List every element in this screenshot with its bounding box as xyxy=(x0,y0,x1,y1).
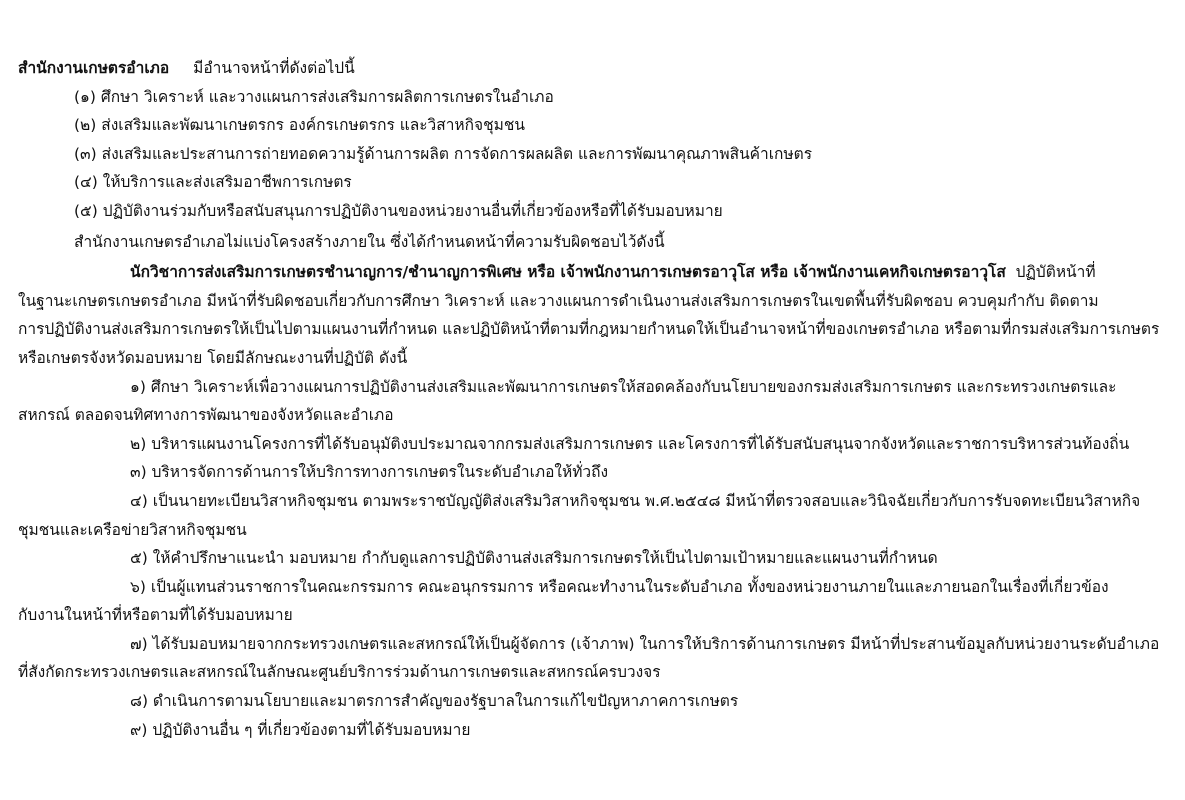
office-title-suffix: มีอำนาจหน้าที่ดังต่อไปนี้ xyxy=(193,59,355,77)
position-desc-line-1: ในฐานะเกษตรเกษตรอำเภอ มีหน้าที่รับผิดชอบเกี่ยวกับการศึกษา วิเคราะห์ และวางแผนการดำเนินงานส่งเสริมการเกษตรในเขตพื้นที่รับผิดชอบ ควบคุมกำกับ ติดตาม xyxy=(18,291,1099,310)
document-page xyxy=(18,54,1168,744)
intro-item-3: (๓) ส่งเสริมและประสานการถ่ายทอดความรู้ด้านการผลิต การจัดการผลผลิต และการพัฒนาคุณภาพสินค้าเกษตร xyxy=(74,144,813,163)
intro-item-5: (๕) ปฏิบัติงานร่วมกับหรือสนับสนุนการปฏิบัติงานของหน่วยงานอื่นที่เกี่ยวข้องหรือที่ได้รับมอบหมาย xyxy=(74,201,723,220)
position-title: นักวิชาการส่งเสริมการเกษตรชำนาญการ/ชำนาญการพิเศษ หรือ เจ้าพนักงานการเกษตรอาวุโส หรือ เจ้าพนักงานเคหกิจเกษตรอาวุโส xyxy=(130,263,1006,282)
duty-6-cont: กับงานในหน้าที่หรือตามที่ได้รับมอบหมาย xyxy=(18,606,293,625)
duty-1: ๑) ศึกษา วิเคราะห์เพื่อวางแผนการปฏิบัติงานส่งเสริมและพัฒนาการเกษตรให้สอดคล้องกับนโยบายของกรมส่งเสริมการเกษตร และกระทรวงเกษตรและ xyxy=(130,377,1117,396)
duty-5: ๕) ให้คำปรึกษาแนะนำ มอบหมาย กำกับดูแลการปฏิบัติงานส่งเสริมการเกษตรให้เป็นไปตามเป้าหมายและแผนงานที่กำหนด xyxy=(130,549,938,568)
position-desc-line-2: การปฏิบัติงานส่งเสริมการเกษตรให้เป็นไปตามแผนงานที่กำหนด และปฏิบัติหน้าที่ตามที่กฎหมายกำหนดให้เป็นอำนาจหน้าที่ของเกษตรอำเภอ หรือตามที่กรมส่งเสริมการเกษตร xyxy=(18,320,1160,339)
duty-6: ๖) เป็นผู้แทนส่วนราชการในคณะกรรมการ คณะอนุกรรมการ หรือคณะทำงานในระดับอำเภอ ทั้งของหน่วยงานภายในและภายนอกในเรื่องที่เกี่ยวข้อง xyxy=(130,577,1109,596)
intro-heading xyxy=(18,54,1168,83)
duty-8: ๘) ดำเนินการตามนโยบายและมาตรการสำคัญของรัฐบาลในการแก้ไขปัญหาภาคการเกษตร xyxy=(130,692,739,711)
position-desc-start: ปฏิบัติหน้าที่ xyxy=(1015,263,1096,282)
intro-item-1: (๑) ศึกษา วิเคราะห์ และวางแผนการส่งเสริมการผลิตการเกษตรในอำเภอ xyxy=(74,87,554,106)
office-title: สำนักงานเกษตรอำเภอ xyxy=(18,59,170,77)
duty-7-cont: ที่สังกัดกระทรวงเกษตรและสหกรณ์ในลักษณะศูนย์บริการร่วมด้านการเกษตรและสหกรณ์ครบวงจร xyxy=(18,663,661,682)
duty-4: ๔) เป็นนายทะเบียนวิสาหกิจชุมชน ตามพระราชบัญญัติส่งเสริมวิสาหกิจชุมชน พ.ศ.๒๕๔๘ มีหน้าที่ตรวจสอบและวินิจฉัยเกี่ยวกับการรับจดทะเบียนวิสาหกิจ xyxy=(130,491,1141,510)
duty-3: ๓) บริหารจัดการด้านการให้บริการทางการเกษตรในระดับอำเภอให้ทั่วถึง xyxy=(130,463,609,482)
intro-item-4: (๔) ให้บริการและส่งเสริมอาชีพการเกษตร xyxy=(74,173,352,192)
structure-note: สำนักงานเกษตรอำเภอไม่แบ่งโครงสร้างภายใน ซึ่งได้กำหนดหน้าที่ความรับผิดชอบไว้ดังนี้ xyxy=(74,232,665,251)
duty-2: ๒) บริหารแผนงานโครงการที่ได้รับอนุมัติงบประมาณจากกรมส่งเสริมการเกษตร และโครงการที่ได้รับสนับสนุนจากจังหวัดและราชการบริหารส่วนท้องถิ่น xyxy=(130,434,1130,453)
position-desc-line-3: หรือเกษตรจังหวัดมอบหมาย โดยมีลักษณะงานที่ปฏิบัติ ดังนี้ xyxy=(18,348,408,367)
intro-item-2: (๒) ส่งเสริมและพัฒนาเกษตรกร องค์กรเกษตรกร และวิสาหกิจชุมชน xyxy=(74,116,525,135)
duty-1-cont: สหกรณ์ ตลอดจนทิศทางการพัฒนาของจังหวัดและอำเภอ xyxy=(18,406,394,425)
duty-4-cont: ชุมชนและเครือข่ายวิสาหกิจชุมชน xyxy=(18,520,247,539)
duty-9: ๙) ปฏิบัติงานอื่น ๆ ที่เกี่ยวข้องตามที่ได้รับมอบหมาย xyxy=(130,720,471,739)
position-heading xyxy=(18,258,1168,287)
duty-7: ๗) ได้รับมอบหมายจากกระทรวงเกษตรและสหกรณ์ให้เป็นผู้จัดการ (เจ้าภาพ) ในการให้บริการด้านการเกษตร มีหน้าที่ประสานข้อมูลกับหน่วยงานระดับอำเภอ xyxy=(130,634,1160,653)
